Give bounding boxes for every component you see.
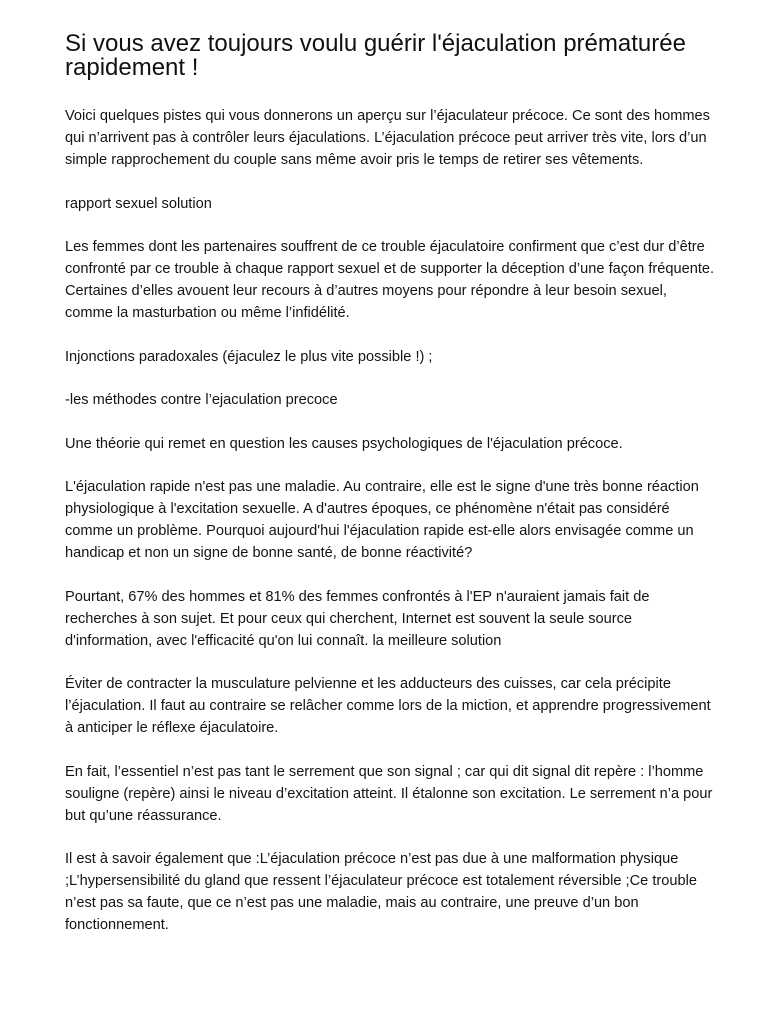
paragraph-signal: En fait, l’essentiel n’est pas tant le serrement que son signal ; car qui dit signal dit repère : l’homme souligne (repère) ainsi le niveau d’excitation atteint. Il étalonne son excitation. Le serrement n’a pour but qu’une réassurance. [65, 763, 713, 824]
paragraph-partners: Les femmes dont les partenaires souffrent de ce trouble éjaculatoire confirment que c’est dur d’être confronté par ce trouble à chaque rapport sexuel et de supporter la déception d’une façon fréquente. Certaines d’elles avouent leur recours à d’autres moyens pour répondre à leur besoin sexuel, comme la masturbation ou même l’infidélité. [65, 239, 715, 321]
paragraph-conclusion: Il est à savoir également que :L’éjaculation précoce n’est pas due à une malformation physique ;L’hypersensibilité du gland que ressent l’éjaculateur précoce est totalement réversible ;Ce trouble n’est pas sa faute, que ce n’est pas une maladie, mais au contraire, une preuve d’un bon fonctionnement. [65, 851, 697, 933]
paragraph-methods: -les méthodes contre l’ejaculation precoce [65, 392, 338, 408]
paragraph-not-disease: L'éjaculation rapide n'est pas une maladie. Au contraire, elle est le signe d'une très bonne réaction physiologique à l'excitation sexuelle. A d'autres époques, ce phénomène n'était pas considéré comme un problème. Pourquoi aujourd'hui l'éjaculation rapide est-elle alors envisagée comme un handicap et non un signe de bonne santé, de bonne réactivité? [65, 479, 699, 561]
paragraph-statistics: Pourtant, 67% des hommes et 81% des femmes confrontés à l'EP n'auraient jamais fait de recherches à son sujet. Et pour ceux qui cherchent, Internet est souvent la seule source d'information, avec l'efficacité qu'on lui connaît. la meilleure solution [65, 588, 650, 649]
paragraph-relax: Éviter de contracter la musculature pelvienne et les adducteurs des cuisses, car cela précipite l’éjaculation. Il faut au contraire se relâcher comme lors de la miction, et apprendre progressivement à anticiper le réflexe éjaculatoire. [65, 676, 711, 736]
document-title: Si vous avez toujours voulu guérir l'éjaculation prématurée rapidement ! [65, 30, 686, 81]
paragraph-injunctions: Injonctions paradoxales (éjaculez le plus vite possible !) ; [65, 348, 433, 365]
paragraph-intro: Voici quelques pistes qui vous donnerons un aperçu sur l’éjaculateur précoce. Ce sont des hommes qui n’arrivent pas à contrôler leurs éjaculations. L’éjaculation précoce peut arriver très vite, lors d’un simple rapprochement du couple sans même avoir pris le temps de retirer ses vêtements. [65, 108, 710, 168]
paragraph-keyword-solution: rapport sexuel solution [65, 195, 212, 212]
document-page [65, 32, 715, 958]
paragraph-theory: Une théorie qui remet en question les causes psychologiques de l'éjaculation précoce. [65, 435, 623, 452]
